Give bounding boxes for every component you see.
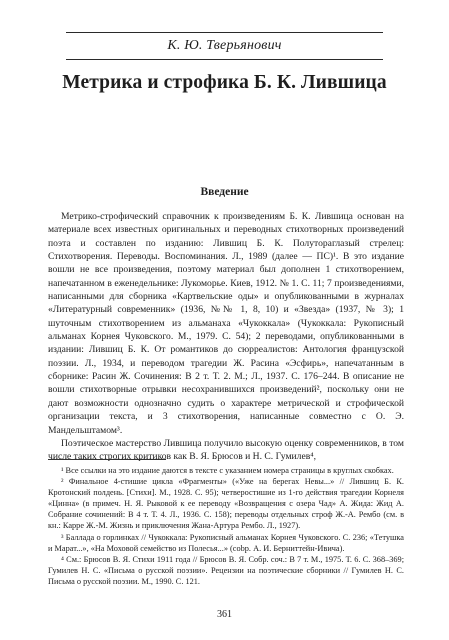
footnote: ² Финальное 4-стишие цикла «Фрагменты» («Уже на берегах Невы...» // Лившиц Б. К. Кротонский полдень. [Стихи]. М., 1928. С. 95); четверостишие из 1-го действия трагедии Корнеля «Цинна» (в примеч. Н. Я. Рыковой к ее переводу «Возвращения с озера Чад» А. Жида: Жид А. Собрание сочинений: В 4 т. Т. 4. Л., 1936. С. 158); переводы отдельных строф Ж.-А. Рембо (см. в кн.: Карре Ж.-М. Жизнь и приключения Жана-Артура Рембо. Л., 1927). xyxy=(48,477,404,531)
footnote: ¹ Все ссылки на это издание даются в тексте с указанием номера страницы в круглых скобках. xyxy=(61,466,394,475)
author-name: К. Ю. Тверьянович xyxy=(167,38,282,53)
header-bottom-rule xyxy=(66,59,383,60)
section-heading: Введение xyxy=(200,186,249,198)
header-top-rule xyxy=(66,32,383,33)
footnote-separator xyxy=(48,459,166,460)
page-number: 361 xyxy=(217,609,232,620)
article-title: Метрика и строфика Б. К. Лившица xyxy=(62,72,387,93)
footnotes xyxy=(48,465,404,587)
article-body xyxy=(48,210,404,464)
body-paragraph: Поэтическое мастерство Лившица получило высокую оценку современников, в том числе таких строгих критиков как В. Я. Брюсов и Н. С. Гумилев⁴, xyxy=(48,437,404,463)
footnote: ³ Баллада о горлинках // Чукоккала: Рукописный альманах Корнея Чуковского. С. 236; «Тетушка и Марат...», «На Моховой семейство из Полесья...» (сobр. А. И. Берниттейн-Ивича). xyxy=(48,532,404,553)
footnote: ⁴ См.: Брюсов В. Я. Стихи 1911 года // Брюсов В. Я. Собр. соч.: В 7 т. М., 1975. Т. 6. С. 368–369; Гумилев Н. С. «Письма о русской поэзии». Рецензии на поэтические сборники // Гумилев Н. С. Письма о русской поэзии. М., 1990. С. 121. xyxy=(48,554,404,586)
body-paragraph: Метрико-строфический справочник к произведениям Б. К. Лившица основан на материале всех известных оригинальных и переводных стихотворных произведений поэта и составлен по изданию: Лившиц Б. К. Полутораглазый стрелец: Стихотворения. Переводы. Воспоминания. Л., 1989 (далее — ПС)¹. В это издание вошли не все произведения, поэтому материал был дополнен 1 стихотворением, напечатанном в еженедельнике: Лукоморье. Киев, 1912. № 1. С. 11; 7 произведениями, написанными для сборника «Картвельские оды» и опубликованными в журналах «Литературный современник» (1936, №№ 1, 8, 10) и «Звезда» (1937, № 3); 1 шуточным стихотворением из альманаха «Чукоккала» (Чукоккала: Рукописный альманах Корнея Чуковского. М., 1979. С. 54); 2 переводами, опубликованными в издании: Лившиц Б. К. От романтиков до сюрреалистов: Антология французской поэзии. Л., 1934, и переводом трагедии Ж. Расина «Эсфирь», напечатанным в сборнике: Расин Ж. Сочинения: В 2 т. Т. 2. М.; Л., 1937. С. 176–244. В описание не вошли стихотворные отрывки несохранившихся произведений², поскольку они не дают возможности однозначно судить о характере метрической и строфической организации текста, и 3 стихотворения, написанные совместно с О. Э. Мандельштамом³. xyxy=(48,211,404,436)
